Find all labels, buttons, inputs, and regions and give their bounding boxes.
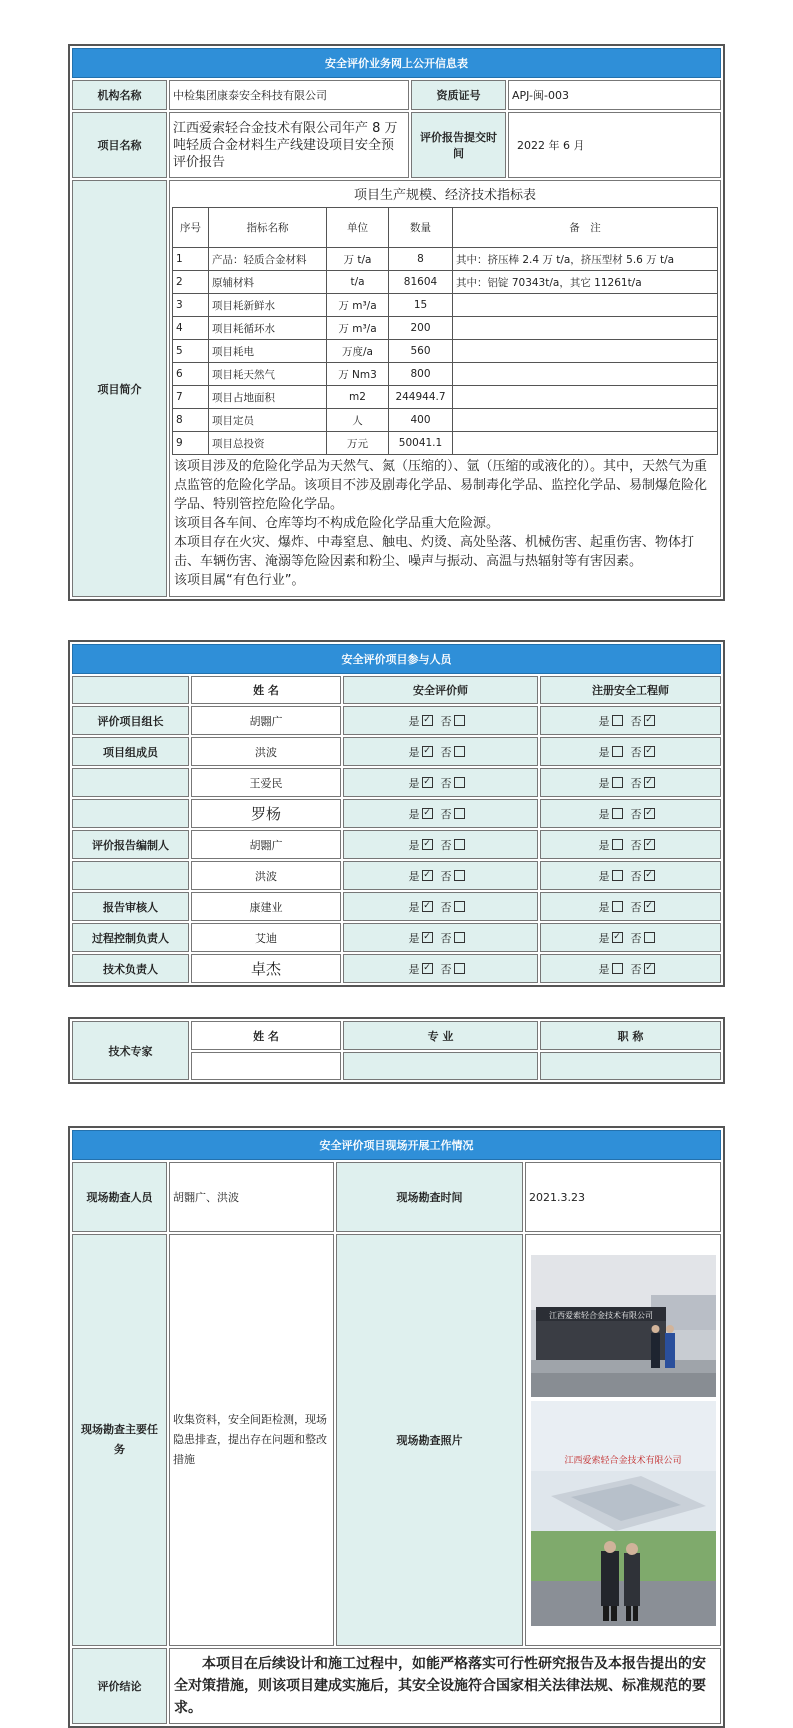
participants-header: 安全评价项目参与人员	[72, 644, 721, 674]
yes-label: 是	[408, 900, 420, 914]
indicator-cell: 9	[173, 432, 209, 455]
indicator-cell: t/a	[327, 271, 389, 294]
evaluator-column-header: 安全评价师	[343, 676, 538, 704]
indicator-cell: 4	[173, 317, 209, 340]
participant-name: 洪波	[191, 861, 341, 890]
participant-row	[72, 861, 721, 890]
indicator-cell: 其中：挤压棒 2.4 万 t/a，挤压型材 5.6 万 t/a	[453, 248, 718, 271]
no-label: 否	[440, 745, 452, 759]
participant-name: 艾迪	[191, 923, 341, 952]
indicator-cell: 800	[389, 363, 453, 386]
survey-people-label: 现场勘查人员	[72, 1162, 167, 1232]
no-label: 否	[440, 714, 452, 728]
indicator-cell: 项目耗新鲜水	[209, 294, 327, 317]
yes-label: 是	[598, 900, 610, 914]
no-label: 否	[630, 838, 642, 852]
no-label: 否	[630, 745, 642, 759]
no-label: 否	[440, 931, 452, 945]
checked-box-icon: ✓	[423, 932, 431, 942]
expert-major-column: 专 业	[343, 1021, 538, 1050]
experts-table	[68, 1017, 725, 1084]
participants-section	[68, 640, 725, 987]
indicator-cell: 7	[173, 386, 209, 409]
indicator-row	[173, 363, 718, 386]
unchecked-box-icon	[454, 932, 465, 943]
indicator-row	[173, 294, 718, 317]
photo1-sign-text: 江西爱索轻合金技术有限公司	[548, 1310, 653, 1320]
no-label: 否	[440, 962, 452, 976]
engineer-status	[540, 861, 721, 890]
evaluator-status	[343, 954, 538, 983]
unchecked-box-icon	[612, 901, 623, 912]
yes-label: 是	[408, 869, 420, 883]
yes-label: 是	[598, 807, 610, 821]
experts-section	[68, 1017, 725, 1084]
participant-name: 卓杰	[191, 954, 341, 983]
no-label: 否	[630, 714, 642, 728]
indicator-cell: 3	[173, 294, 209, 317]
survey-time-value: 2021.3.23	[525, 1162, 721, 1232]
indicator-cell: 万度/a	[327, 340, 389, 363]
indicator-cell: 项目耗循环水	[209, 317, 327, 340]
unchecked-box-icon	[612, 963, 623, 974]
engineer-status	[540, 737, 721, 766]
description-line: 本项目存在火灾、爆炸、中毒窒息、触电、灼烫、高处坠落、机械伤害、起重伤害、物体打击、车辆伤害、淹溺等危险因素和粉尘、噪声与振动、高温与热辐射等有害因素。	[174, 535, 695, 569]
indicator-cell: 50041.1	[389, 432, 453, 455]
checked-box-icon: ✓	[645, 808, 653, 818]
participant-role: 评价项目组长	[72, 706, 189, 735]
indicator-cell	[453, 294, 718, 317]
indicator-row	[173, 340, 718, 363]
project-description	[172, 455, 718, 596]
evaluator-status	[343, 861, 538, 890]
no-label: 否	[630, 776, 642, 790]
participant-name: 胡翾广	[191, 706, 341, 735]
survey-people-value: 胡翾广、洪波	[169, 1162, 334, 1232]
indicator-cell: 万 Nm3	[327, 363, 389, 386]
participant-role	[72, 861, 189, 890]
unchecked-box-icon	[454, 963, 465, 974]
indicator-header: 数量	[389, 208, 453, 248]
participant-row	[72, 706, 721, 735]
unchecked-box-icon	[644, 932, 655, 943]
name-column-header: 姓 名	[191, 676, 341, 704]
indicator-header: 单位	[327, 208, 389, 248]
no-label: 否	[440, 776, 452, 790]
engineer-status	[540, 768, 721, 797]
checked-box-icon: ✓	[645, 870, 653, 880]
engineer-status	[540, 923, 721, 952]
indicator-cell	[453, 363, 718, 386]
indicator-cell: 6	[173, 363, 209, 386]
task-value: 收集资料，安全间距检测，现场隐患排查，提出存在问题和整改措施	[169, 1234, 334, 1646]
yes-label: 是	[598, 962, 610, 976]
org-value: 中检集团康泰安全科技有限公司	[169, 80, 409, 110]
indicator-table-title: 项目生产规模、经济技术指标表	[353, 188, 536, 203]
indicator-cell: 万 m³/a	[327, 294, 389, 317]
onsite-table	[68, 1126, 725, 1728]
no-label: 否	[440, 807, 452, 821]
indicator-cell: 5	[173, 340, 209, 363]
intro-content	[169, 180, 721, 597]
checked-box-icon: ✓	[423, 777, 431, 787]
submit-time-value: 2022 年 6 月	[508, 112, 721, 178]
engineer-column-header: 注册安全工程师	[540, 676, 721, 704]
yes-label: 是	[598, 745, 610, 759]
participant-role: 过程控制负责人	[72, 923, 189, 952]
no-label: 否	[630, 900, 642, 914]
indicator-header: 序号	[173, 208, 209, 248]
indicator-row	[173, 409, 718, 432]
yes-label: 是	[598, 869, 610, 883]
checked-box-icon: ✓	[645, 746, 653, 756]
no-label: 否	[630, 931, 642, 945]
participant-role	[72, 768, 189, 797]
indicator-cell: 15	[389, 294, 453, 317]
indicator-cell	[453, 340, 718, 363]
site-photo-entrance	[531, 1255, 716, 1397]
no-label: 否	[440, 900, 452, 914]
indicator-row	[173, 271, 718, 294]
conclusion-value: 本项目在后续设计和施工过程中，如能严格落实可行性研究报告及本报告提出的安全对策措施，则该项目建成实施后，其安全设施符合国家相关法律法规、标准规范的要求。	[169, 1648, 721, 1724]
description-line: 该项目涉及的危险化学品为天然气、氮（压缩的）、氩（压缩的或液化的）。其中，天然气为重点监管的危险化学品。该项目不涉及剧毒化学品、易制毒化学品、监控化学品、易制爆危险化学品、特别管控危险化学品。	[174, 459, 708, 512]
public-info-section	[68, 44, 725, 601]
indicator-cell: 万 m³/a	[327, 317, 389, 340]
expert-title-cell	[540, 1052, 721, 1080]
participant-row	[72, 892, 721, 921]
indicator-cell: 项目耗电	[209, 340, 327, 363]
project-name-label: 项目名称	[72, 112, 167, 178]
indicator-cell: 项目总投资	[209, 432, 327, 455]
participant-role: 报告审核人	[72, 892, 189, 921]
participant-row	[72, 768, 721, 797]
indicator-cell	[453, 386, 718, 409]
yes-label: 是	[598, 931, 610, 945]
expert-major-cell	[343, 1052, 538, 1080]
yes-label: 是	[408, 776, 420, 790]
unchecked-box-icon	[454, 746, 465, 757]
indicator-cell: 项目占地面积	[209, 386, 327, 409]
role-column-header	[72, 676, 189, 704]
participants-table	[68, 640, 725, 987]
engineer-status	[540, 954, 721, 983]
description-line: 该项目各车间、仓库等均不构成危险化学品重大危险源。	[174, 516, 500, 531]
public-info-table	[68, 44, 725, 601]
intro-label: 项目简介	[72, 180, 167, 597]
indicator-cell: 400	[389, 409, 453, 432]
checked-box-icon: ✓	[645, 715, 653, 725]
yes-label: 是	[408, 745, 420, 759]
checked-box-icon: ✓	[423, 839, 431, 849]
indicator-cell: 8	[389, 248, 453, 271]
submit-time-label: 评价报告提交时间	[411, 112, 506, 178]
indicator-cell: 其中：铝锭 70343t/a，其它 11261t/a	[453, 271, 718, 294]
yes-label: 是	[408, 714, 420, 728]
no-label: 否	[630, 807, 642, 821]
unchecked-box-icon	[454, 901, 465, 912]
checked-box-icon: ✓	[423, 715, 431, 725]
public-info-header: 安全评价业务网上公开信息表	[72, 48, 721, 78]
participant-role: 项目组成员	[72, 737, 189, 766]
photo2-sign-text: 江西爱索轻合金技术有限公司	[563, 1455, 682, 1466]
unchecked-box-icon	[612, 777, 623, 788]
site-photo-billboard	[531, 1401, 716, 1626]
no-label: 否	[440, 869, 452, 883]
indicator-cell: 8	[173, 409, 209, 432]
evaluator-status	[343, 706, 538, 735]
checked-box-icon: ✓	[423, 963, 431, 973]
unchecked-box-icon	[454, 777, 465, 788]
yes-label: 是	[408, 962, 420, 976]
participant-name: 洪波	[191, 737, 341, 766]
indicator-row	[173, 317, 718, 340]
checked-box-icon: ✓	[423, 746, 431, 756]
evaluator-status	[343, 923, 538, 952]
indicator-header-row	[173, 208, 718, 248]
unchecked-box-icon	[612, 715, 623, 726]
evaluator-status	[343, 737, 538, 766]
unchecked-box-icon	[454, 870, 465, 881]
participant-role	[72, 799, 189, 828]
unchecked-box-icon	[612, 808, 623, 819]
no-label: 否	[440, 838, 452, 852]
unchecked-box-icon	[454, 715, 465, 726]
unchecked-box-icon	[612, 746, 623, 757]
indicator-table	[172, 207, 718, 455]
evaluator-status	[343, 799, 538, 828]
participant-row	[72, 830, 721, 859]
yes-label: 是	[598, 776, 610, 790]
checked-box-icon: ✓	[645, 777, 653, 787]
photo-cell	[525, 1234, 721, 1646]
expert-name-column: 姓 名	[191, 1021, 341, 1050]
indicator-row	[173, 432, 718, 455]
indicator-cell: 原辅材料	[209, 271, 327, 294]
checked-box-icon: ✓	[613, 932, 621, 942]
indicator-cell: 项目耗天然气	[209, 363, 327, 386]
participant-name: 王爱民	[191, 768, 341, 797]
engineer-status	[540, 830, 721, 859]
participant-name: 罗杨	[191, 799, 341, 828]
indicator-cell: 项目定员	[209, 409, 327, 432]
indicator-header: 备 注	[453, 208, 718, 248]
unchecked-box-icon	[612, 839, 623, 850]
indicator-header: 指标名称	[209, 208, 327, 248]
participant-name: 胡翾广	[191, 830, 341, 859]
description-line: 该项目属“有色行业”。	[174, 573, 305, 588]
expert-label: 技术专家	[72, 1021, 189, 1080]
indicator-cell	[453, 317, 718, 340]
indicator-cell: 2	[173, 271, 209, 294]
indicator-cell: 200	[389, 317, 453, 340]
checked-box-icon: ✓	[645, 839, 653, 849]
indicator-cell	[453, 432, 718, 455]
participant-row	[72, 954, 721, 983]
participant-role: 评价报告编制人	[72, 830, 189, 859]
yes-label: 是	[408, 807, 420, 821]
indicator-cell: 人	[327, 409, 389, 432]
yes-label: 是	[408, 838, 420, 852]
indicator-row	[173, 386, 718, 409]
indicator-cell	[453, 409, 718, 432]
participant-role: 技术负责人	[72, 954, 189, 983]
yes-label: 是	[598, 838, 610, 852]
cert-label: 资质证号	[411, 80, 506, 110]
yes-label: 是	[598, 714, 610, 728]
onsite-header: 安全评价项目现场开展工作情况	[72, 1130, 721, 1160]
engineer-status	[540, 799, 721, 828]
unchecked-box-icon	[454, 808, 465, 819]
evaluator-status	[343, 892, 538, 921]
no-label: 否	[630, 962, 642, 976]
checked-box-icon: ✓	[423, 870, 431, 880]
participant-row	[72, 923, 721, 952]
indicator-cell: 产品：轻质合金材料	[209, 248, 327, 271]
cert-value: APJ-闽-003	[508, 80, 721, 110]
indicator-cell: m2	[327, 386, 389, 409]
indicator-cell: 万元	[327, 432, 389, 455]
indicator-cell: 560	[389, 340, 453, 363]
indicator-row	[173, 248, 718, 271]
checked-box-icon: ✓	[645, 901, 653, 911]
indicator-cell: 1	[173, 248, 209, 271]
no-label: 否	[630, 869, 642, 883]
yes-label: 是	[408, 931, 420, 945]
participant-row	[72, 799, 721, 828]
conclusion-label: 评价结论	[72, 1648, 167, 1724]
engineer-status	[540, 706, 721, 735]
indicator-cell: 81604	[389, 271, 453, 294]
expert-name-cell	[191, 1052, 341, 1080]
participant-name: 康建业	[191, 892, 341, 921]
unchecked-box-icon	[454, 839, 465, 850]
checked-box-icon: ✓	[645, 963, 653, 973]
unchecked-box-icon	[612, 870, 623, 881]
project-name-value: 江西爱索轻合金技术有限公司年产 8 万吨轻质合金材料生产线建设项目安全预评价报告	[169, 112, 409, 178]
checked-box-icon: ✓	[423, 901, 431, 911]
evaluator-status	[343, 768, 538, 797]
expert-title-column: 职 称	[540, 1021, 721, 1050]
participant-row	[72, 737, 721, 766]
engineer-status	[540, 892, 721, 921]
checked-box-icon: ✓	[423, 808, 431, 818]
photo-label: 现场勘查照片	[336, 1234, 523, 1646]
indicator-cell: 244944.7	[389, 386, 453, 409]
survey-time-label: 现场勘查时间	[336, 1162, 523, 1232]
evaluator-status	[343, 830, 538, 859]
indicator-cell: 万 t/a	[327, 248, 389, 271]
org-label: 机构名称	[72, 80, 167, 110]
task-label: 现场勘查主要任务	[72, 1234, 167, 1646]
onsite-section	[68, 1126, 725, 1728]
